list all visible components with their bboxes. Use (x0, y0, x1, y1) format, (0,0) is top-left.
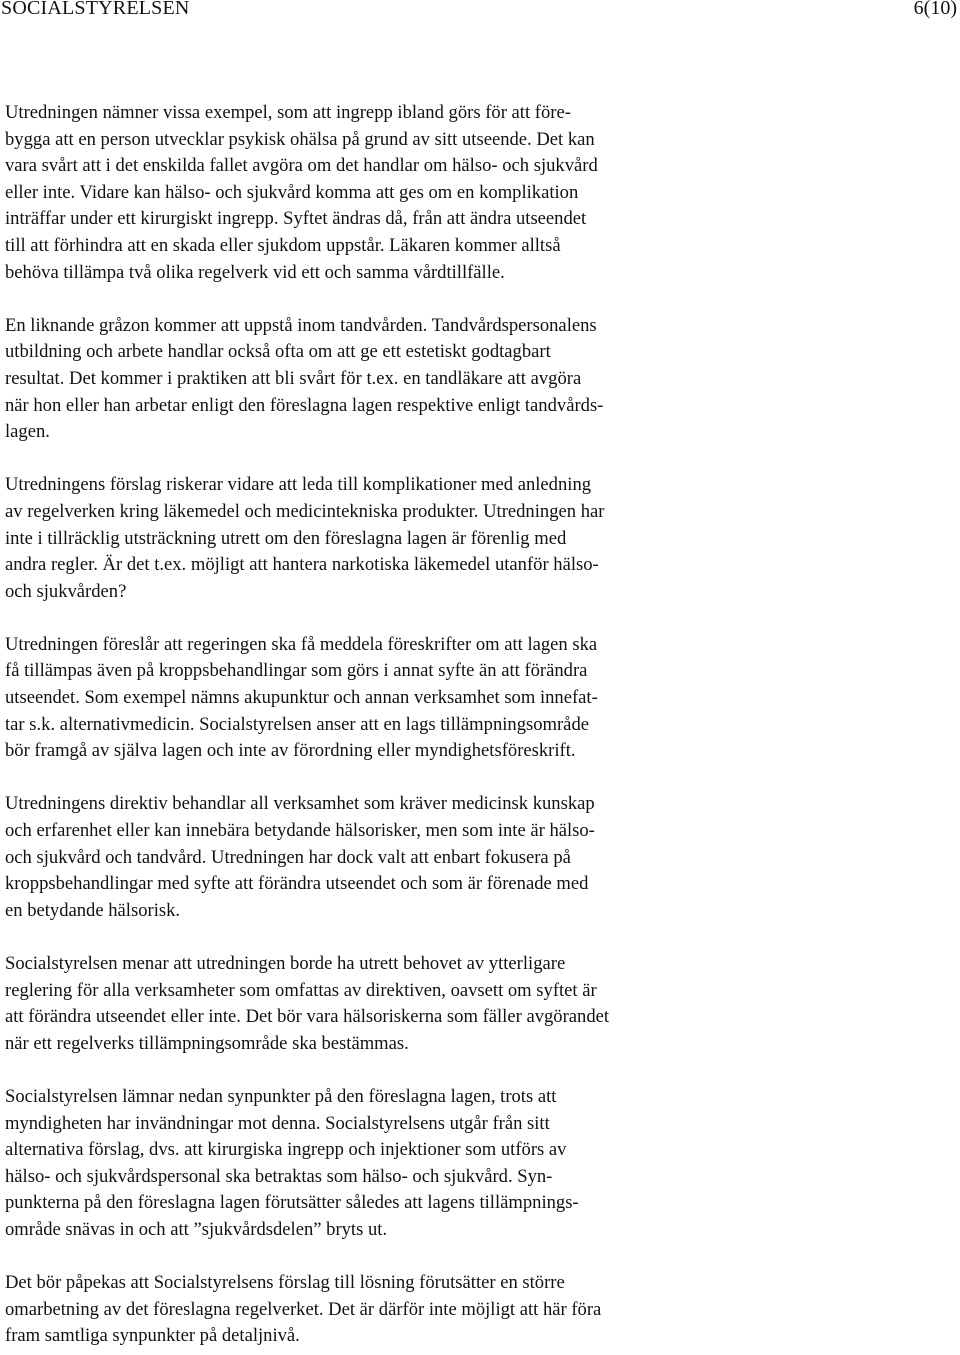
paragraph-pharmaceutical-regulations: Utredningens förslag riskerar vidare att leda till komplikationer med anledning av regelverken kring läkemedel och medicintekniska produkter. Utredningen har inte i tillräcklig utsträckning utrett om den föreslagna lagen är förenlig med andra regler. Är det t.ex. möjligt att hantera narkotiska läkemedel utanför hälso- och sjukvården? (5, 474, 605, 602)
paragraph-comments-on-proposal: Socialstyrelsen lämnar nedan synpunkter på den föreslagna lagen, trots att myndigheten har invändningar mot denna. Socialstyrelsens utgår från sitt alternativa förslag, dvs. att kirurgiska ingrepp och injektioner som utförs av hälso- och sjukvårdspersonal ska betraktas som hälso- och sjukvård. Syn- punkterna på den föreslagna lagen förutsätter således att lagens tillämpnings- område snävas in och att ”sjukvårdsdelen” bryts ut. (5, 1085, 579, 1240)
page-number: 6(10) (913, 0, 957, 19)
document-body (5, 100, 727, 1350)
page-header (0, 0, 960, 24)
paragraph-dental-care: En liknande gråzon kommer att uppstå inom tandvården. Tandvårdspersonalens utbildning och arbete handlar också ofta om att ge ett estetiskt godtagbart resultat. Det kommer i praktiken att bli svårt för t.ex. en tandläkare att avgöra när hon eller han arbetar enligt den föreslagna lagen respektive enligt tandvårds- lagen. (5, 314, 604, 443)
paragraph-conclusion: Det bör påpekas att Socialstyrelsens förslag till lösning förutsätter en större omarbetning av det föreslagna regelverket. Det är därför inte möjligt att här föra fram samtliga synpunkter på detaljnivå. (5, 1272, 602, 1347)
organization-name: SOCIALSTYRELSEN (1, 0, 190, 19)
paragraph-government-regulations: Utredningen föreslår att regeringen ska få meddela föreskrifter om att lagen ska få tillämpas även på kroppsbehandlingar som görs i annat syfte än att förändra utseendet. Som exempel nämns akupunktur och annan verksamhet som innefat- tar s.k. alternativmedicin. Socialstyrelsen anser att en lags tillämpningsområde bör framgå av själva lagen och inte av förordning eller myndighetsföreskrift. (5, 633, 598, 762)
paragraph-gray-zone-intro: Utredningen nämner vissa exempel, som att ingrepp ibland görs för att före- bygga att en person utvecklar psykisk ohälsa på grund av sitt utseende. Det kan vara svårt att i det enskilda fallet avgöra om det handlar om hälso- och sjukvård eller inte. Vidare kan hälso- och sjukvård komma att ges om en komplikation inträffar under ett kirurgiskt ingrepp. Syftet ändras då, från att ändra utseendet till att förhindra att en skada eller sjukdom uppstår. Läkaren kommer alltså behöva tillämpa två olika regelverk vid ett och samma vårdtillfälle. (5, 102, 598, 283)
paragraph-further-regulation: Socialstyrelsen menar att utredningen borde ha utrett behovet av ytterligare reglering för alla verksamheter som omfattas av direktiven, oavsett om syftet är att förändra utseendet eller inte. Det bör vara hälsoriskerna som fäller avgörandet när ett regelverks tillämpningsområde ska bestämmas. (5, 953, 610, 1054)
paragraph-directive-scope: Utredningens direktiv behandlar all verksamhet som kräver medicinsk kunskap och erfarenhet eller kan innebära betydande hälsorisker, men som inte är hälso- och sjukvård och tandvård. Utredningen har dock valt att enbart fokusera på kroppsbehandlingar med syfte att förändra utseendet och som är förenade med en betydande hälsorisk. (5, 793, 595, 921)
